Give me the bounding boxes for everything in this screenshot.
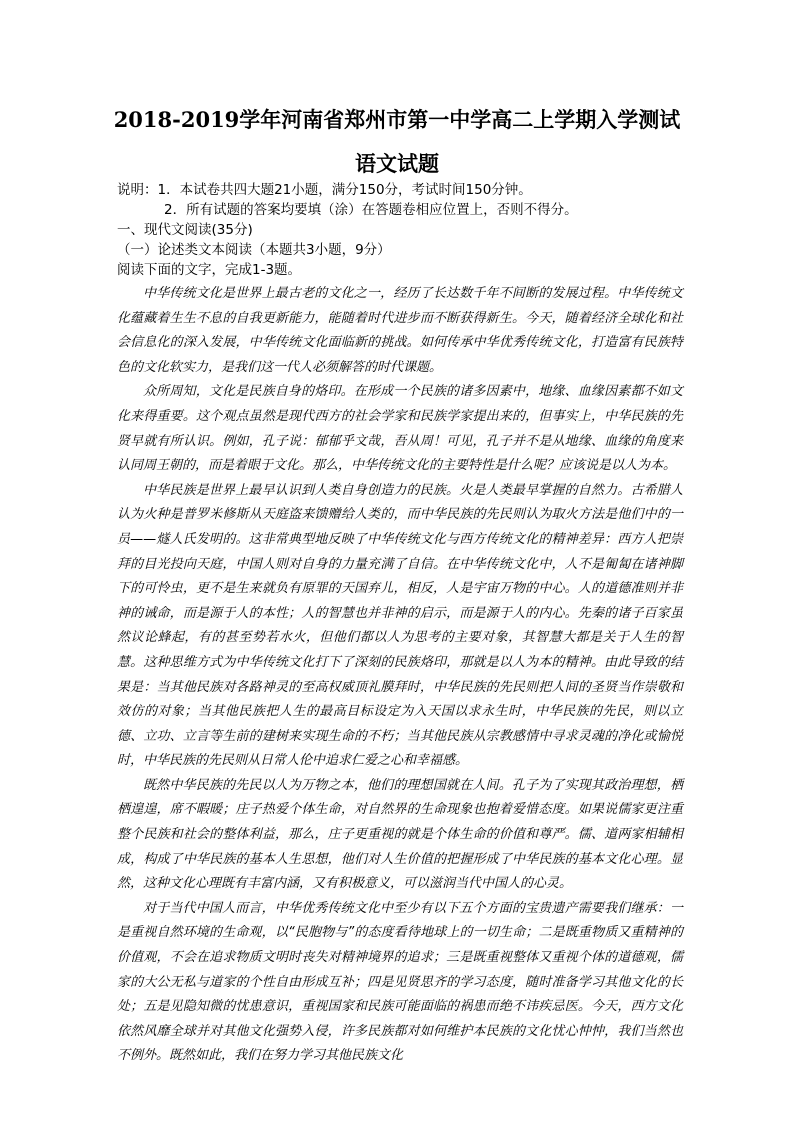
passage-paragraph: 众所周知，文化是民族自身的烙印。在形成一个民族的诸多因素中，地缘、血缘因素都不如文化来得重要。这个观点虽然是现代西方的社会学家和民族学家提出来的，但事实上，中华民族的先贤早就有所认识。例如，孔子说：郁郁乎文哉，吾从周！可见，孔子并不是从地缘、血缘的角度来认同周王朝的，而是着眼于文化。那么，中华传统文化的主要特性是什么呢？应该说是以人为本。 [117, 384, 683, 474]
subsection-heading: （一）论述类文本阅读（本题共3小题，9分） [117, 242, 391, 258]
note-line-1: 说明：1．本试卷共四大题21小题，满分150分，考试时间150分钟。 [117, 182, 532, 198]
section-heading: 一、现代文阅读(35分) [117, 222, 253, 238]
reading-instruction: 阅读下面的文字，完成1-3题。 [117, 262, 302, 278]
reading-passage [117, 282, 683, 1069]
passage-paragraph: 对于当代中国人而言，中华优秀传统文化中至少有以下五个方面的宝贵遗产需要我们继承：一是重视自然环境的生命观，以“民胞物与”的态度看待地球上的一切生命；二是既重物质又重精神的价值观，不会在追求物质文明时丧失对精神境界的追求；三是既重视整体又重视个体的道德观，儒家的大公无私与道家的个性自由形成互补；四是见贤思齐的学习态度，随时准备学习其他文化的长处；五是见隐知微的忧患意识，重视国家和民族可能面临的祸患而绝不讳疾忌医。今天，西方文化依然风靡全球并对其他文化强势入侵，许多民族都对如何维护本民族的文化忧心忡忡，我们当然也不例外。既然如此，我们在努力学习其他民族文化 [117, 900, 683, 1064]
document-title: 2018-2019学年河南省郑州市第一中学高二上学期入学测试 [113, 107, 681, 132]
passage-paragraph: 既然中华民族的先民以人为万物之本，他们的理想国就在人间。孔子为了实现其政治理想，栖栖遑遑，席不暇暖；庄子热爱个体生命，对自然界的生命现象也抱着爱惜态度。如果说儒家更注重整个民族和社会的整体利益，那么，庄子更重视的就是个体生命的价值和尊严。儒、道两家相辅相成，构成了中华民族的基本人生思想，他们对人生价值的把握形成了中华民族的基本文化心理。显然，这种文化心理既有丰富内涵，又有积极意义，可以滋润当代中国人的心灵。 [117, 777, 683, 892]
note-line-2: 2．所有试题的答案均要填（涂）在答题卷相应位置上，否则不得分。 [164, 202, 578, 218]
instructions-block [117, 180, 687, 280]
passage-paragraph: 中华民族是世界上最早认识到人类自身创造力的民族。火是人类最早掌握的自然力。古希腊人认为火种是普罗米修斯从天庭盗来馈赠给人类的，而中华民族的先民则认为取火方法是他们中的一员——燧人氏发明的。这非常典型地反映了中华传统文化与西方传统文化的精神差异：西方人把崇拜的目光投向天庭，中国人则对自身的力量充满了自信。在中华传统文化中，人不是匍匐在诸神脚下的可怜虫，更不是生来就负有原罪的天国弃儿，相反，人是宇宙万物的中心。人的道德准则并非神的诫命，而是源于人的本性；人的智慧也并非神的启示，而是源于人的内心。先秦的诸子百家虽然议论蜂起，有的甚至势若水火，但他们都以人为思考的主要对象，其智慧大都是关于人生的智慧。这种思维方式为中华传统文化打下了深刻的民族烙印，那就是以人为本的精神。由此导致的结果是：当其他民族对各路神灵的至高权威顶礼膜拜时，中华民族的先民则把人间的圣贤当作崇敬和效仿的对象；当其他民族把人生的最高目标设定为入天国以求永生时，中华民族的先民，则以立德、立功、立言等生前的建树来实现生命的不朽；当其他民族从宗教感情中寻求灵魂的净化或愉悦时，中华民族的先民则从日常人伦中追求仁爱之心和幸福感。 [117, 482, 683, 769]
document-subtitle: 语文试题 [355, 151, 439, 176]
passage-paragraph: 中华传统文化是世界上最古老的文化之一，经历了长达数千年不间断的发展过程。中华传统文化蕴藏着生生不息的自我更新能力，能随着时代进步而不断获得新生。今天，随着经济全球化和社会信息化的深入发展，中华传统文化面临新的挑战。如何传承中华优秀传统文化，打造富有民族特色的文化软实力，是我们这一代人必须解答的时代课题。 [117, 286, 683, 375]
